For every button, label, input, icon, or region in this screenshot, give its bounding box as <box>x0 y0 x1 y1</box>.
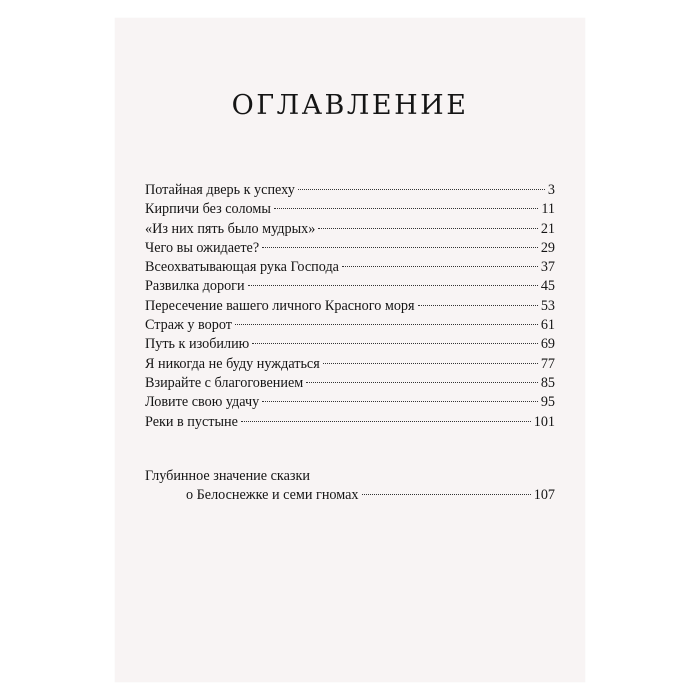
toc-entry-title: Реки в пустыне <box>145 413 238 430</box>
dot-leader <box>298 189 545 190</box>
toc-entry <box>145 374 555 393</box>
toc-entry <box>145 316 555 335</box>
toc-entry <box>145 181 555 200</box>
dot-leader <box>323 363 538 364</box>
toc-appendix-entry <box>145 467 555 506</box>
toc-entry <box>145 258 555 277</box>
toc-entry <box>145 355 555 374</box>
toc-appendix-line2 <box>145 486 555 505</box>
toc-entry-title: Путь к изобилию <box>145 336 250 353</box>
toc-entry <box>145 335 555 354</box>
dot-leader <box>252 343 538 344</box>
toc-entry-page: 101 <box>533 413 555 430</box>
toc-entry-page: 37 <box>540 259 555 276</box>
toc-entry-page: 3 <box>547 182 555 198</box>
dot-leader <box>342 266 538 267</box>
toc-entry <box>145 220 555 239</box>
toc-entry <box>145 297 555 316</box>
dot-leader <box>262 247 538 248</box>
toc-entry-page: 77 <box>540 355 555 372</box>
toc-entry-title: Всеохватывающая рука Господа <box>145 259 339 276</box>
toc-entry-page: 29 <box>540 239 555 256</box>
book-page <box>115 18 585 682</box>
toc-entry-title: Страж у ворот <box>145 317 232 334</box>
toc-entry-title: Ловите свою удачу <box>145 394 260 411</box>
toc-entry-page: 95 <box>540 394 555 411</box>
dot-leader <box>418 305 538 306</box>
page-title: ОГЛАВЛЕНИЕ <box>231 90 469 121</box>
toc-appendix-title-line2: о Белоснежке и семи гномах <box>186 487 359 504</box>
toc-entry-page: 53 <box>540 297 555 314</box>
table-of-contents <box>145 181 555 432</box>
toc-entry-page: 85 <box>540 374 555 391</box>
toc-entry-page: 11 <box>541 201 555 218</box>
toc-entry <box>145 239 555 258</box>
toc-entry-page: 61 <box>540 317 555 334</box>
dot-leader <box>362 494 531 495</box>
toc-entry <box>145 200 555 219</box>
dot-leader <box>241 421 531 422</box>
toc-entry-title: Развилка дороги <box>145 278 245 295</box>
toc-entry-title: Я никогда не буду нуждаться <box>145 355 320 372</box>
toc-entry <box>145 277 555 296</box>
dot-leader <box>248 285 538 286</box>
dot-leader <box>235 324 538 325</box>
toc-appendix-page: 107 <box>533 487 555 504</box>
toc-entry-title: Взирайте с благоговением <box>145 374 304 391</box>
toc-entry-title: Кирпичи без соломы <box>145 201 271 218</box>
toc-entry <box>145 393 555 412</box>
dot-leader <box>306 382 538 383</box>
toc-appendix-title-line1: Глубинное значение сказки <box>145 468 310 484</box>
dot-leader <box>318 228 537 229</box>
toc-entry-page: 69 <box>540 336 555 353</box>
toc-entry <box>145 413 555 432</box>
toc-entry-title: Чего вы ожидаете? <box>145 239 260 256</box>
toc-entry-page: 21 <box>540 220 555 237</box>
toc-entry-page: 45 <box>540 278 555 295</box>
dot-leader <box>262 401 538 402</box>
toc-entry-title: Потайная дверь к успеху <box>145 182 295 198</box>
toc-entry-title: «Из них пять было мудрых» <box>145 220 316 237</box>
toc-entry-title: Пересечение вашего личного Красного моря <box>145 297 415 314</box>
dot-leader <box>274 208 538 209</box>
